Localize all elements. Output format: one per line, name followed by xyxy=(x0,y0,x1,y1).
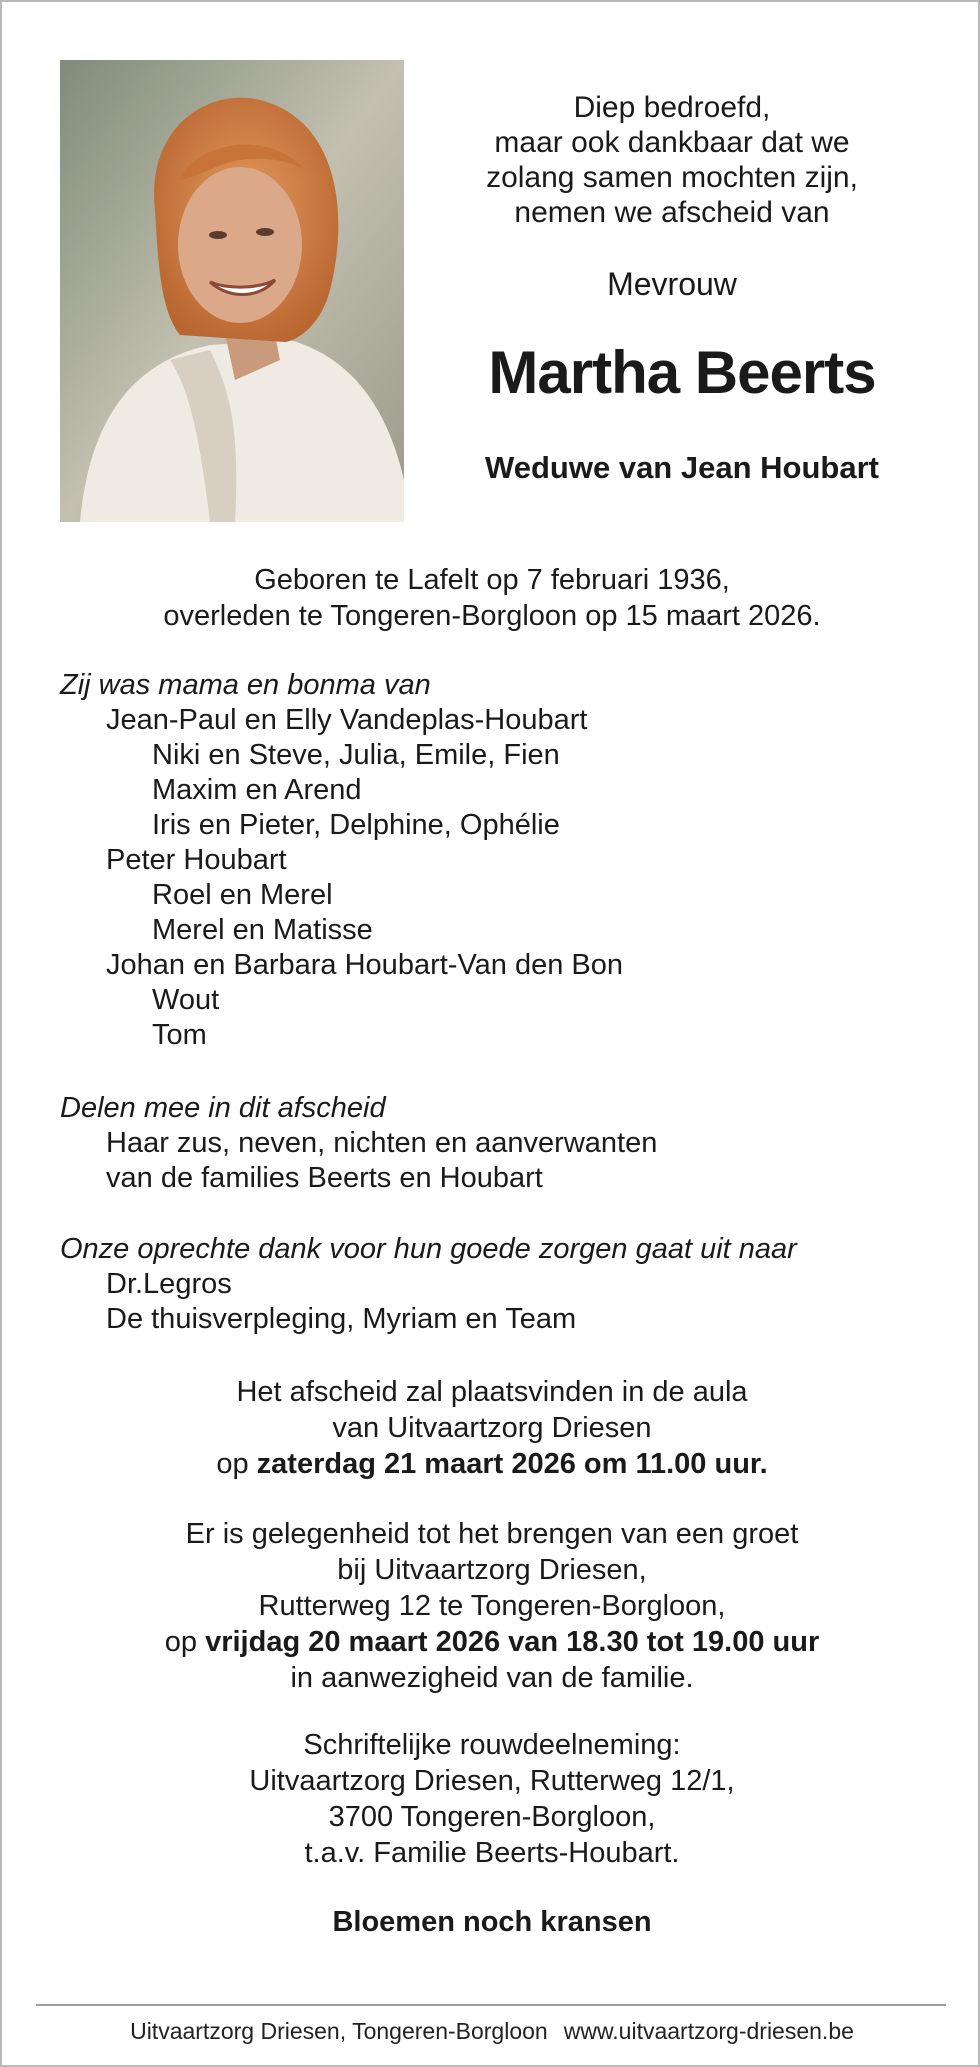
family-member: Merel en Matisse xyxy=(152,914,373,946)
portrait-illustration xyxy=(60,60,404,522)
family-member: Roel en Merel xyxy=(152,879,333,911)
death-line: overleden te Tongeren-Borgloon op 15 maart 2026. xyxy=(163,600,821,632)
birth-line: Geboren te Lafelt op 7 februari 1936, xyxy=(254,564,730,596)
intro-line: nemen we afscheid van xyxy=(514,196,830,229)
thanks-line: Dr.Legros xyxy=(106,1268,232,1300)
visit-line: Er is gelegenheid tot het brengen van een groet xyxy=(185,1518,799,1550)
footer-company: Uitvaartzorg Driesen, Tongeren-Borgloon xyxy=(130,2018,548,2044)
family-member: Tom xyxy=(152,1019,207,1051)
farewell-date: zaterdag 21 maart 2026 om 11.00 uur. xyxy=(256,1448,768,1480)
portrait-photo xyxy=(60,60,404,522)
thanks-heading: Onze oprechte dank voor hun goede zorgen gaat uit naar xyxy=(60,1233,797,1265)
intro-line: zolang samen mochten zijn, xyxy=(486,161,858,194)
condolence-address xyxy=(2,1727,980,1871)
visit-date: vrijdag 20 maart 2026 van 18.30 tot 19.00 uur xyxy=(205,1626,820,1658)
flowers-note: Bloemen noch kransen xyxy=(332,1906,652,1938)
widow-line: Weduwe van Jean Houbart xyxy=(485,450,879,485)
footer-website-link[interactable]: www.uitvaartzorg-driesen.be xyxy=(563,2018,854,2044)
visit-datetime xyxy=(2,1624,980,1660)
family-member: Peter Houbart xyxy=(106,844,287,876)
farewell-line: Het afscheid zal plaatsvinden in de aula xyxy=(236,1376,748,1408)
address-line: 3700 Tongeren-Borgloon, xyxy=(328,1801,656,1833)
visit-line: Rutterweg 12 te Tongeren-Borgloon, xyxy=(258,1590,726,1622)
intro-line: maar ook dankbaar dat we xyxy=(494,126,850,159)
family-member: Niki en Steve, Julia, Emile, Fien xyxy=(152,739,560,771)
farewell-info xyxy=(2,1374,980,1482)
deceased-name: Martha Beerts xyxy=(488,339,876,406)
farewell-datetime xyxy=(2,1446,980,1482)
family-section xyxy=(60,668,623,1053)
share-heading: Delen mee in dit afscheid xyxy=(60,1092,386,1124)
visitation-info xyxy=(2,1516,980,1696)
family-heading: Zij was mama en bonma van xyxy=(60,669,431,701)
thanks-section xyxy=(60,1232,797,1337)
share-line: Haar zus, neven, nichten en aanverwanten xyxy=(106,1127,658,1159)
footer xyxy=(2,2018,980,2045)
family-member: Maxim en Arend xyxy=(152,774,362,806)
intro-text xyxy=(422,90,922,230)
intro-line: Diep bedroefd, xyxy=(573,91,771,124)
address-line: t.a.v. Familie Beerts-Houbart. xyxy=(304,1837,680,1869)
share-line: van de families Beerts en Houbart xyxy=(106,1162,543,1194)
visit-line: bij Uitvaartzorg Driesen, xyxy=(337,1554,647,1586)
family-member: Iris en Pieter, Delphine, Ophélie xyxy=(152,809,560,841)
farewell-line: van Uitvaartzorg Driesen xyxy=(332,1412,652,1444)
honorific: Mevrouw xyxy=(607,266,737,302)
address-line: Uitvaartzorg Driesen, Rutterweg 12/1, xyxy=(249,1765,735,1797)
footer-divider xyxy=(36,2004,946,2006)
birth-death-info xyxy=(2,562,980,634)
family-member: Johan en Barbara Houbart-Van den Bon xyxy=(106,949,623,981)
thanks-line: De thuisverpleging, Myriam en Team xyxy=(106,1303,577,1335)
share-section xyxy=(60,1091,657,1196)
family-member: Jean-Paul en Elly Vandeplas-Houbart xyxy=(106,704,588,736)
visit-line: in aanwezigheid van de familie. xyxy=(290,1662,694,1694)
farewell-prefix: op xyxy=(216,1448,257,1480)
family-member: Wout xyxy=(152,984,220,1016)
address-line: Schriftelijke rouwdeelneming: xyxy=(303,1729,681,1761)
visit-prefix: op xyxy=(164,1626,206,1658)
